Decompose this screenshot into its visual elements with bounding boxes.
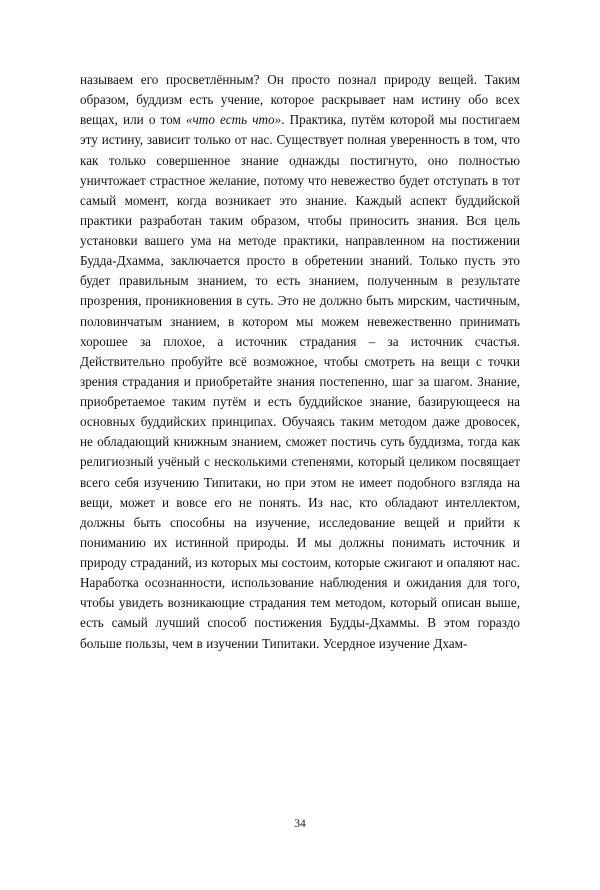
body-text [80, 70, 520, 654]
body-text-part-2: . Практика, путём которой мы постигаем эту истину, зависит только от нас. Существует полная уверенность в том, что как только совершенное знание однажды постигнуто, оно полностью уничтожает страстное желание, потому что невежество будет отступать в тот самый момент, когда возникает это знание. Каждый аспект буддийской практики разработан таким образом, чтобы приносить знания. Вся цель установки вашего ума на методе практики, направленном на постижении Будда-Дхамма, заключается просто в обретении знаний. Только пусть это будет правильным знанием, то есть знанием, полученным в результате прозрения, проникновения в суть. Это не должно быть мирским, частичным, половинчатым знанием, в котором мы можем невежественно принимать хорошее за плохое, а источник страдания – за источник счастья. Действительно пробуйте всё возможное, чтобы смотреть на вещи с точки зрения страдания и приобретайте знания постепенно, шаг за шагом. Знание, приобретаемое таким путём и есть буддийское знание, базирующееся на основных буддийских принципах. Обучаясь таким методом даже дровосек, не обладающий книжным знанием, сможет постичь суть буддизма, тогда как религиозный учёный с несколькими степенями, который целиком посвящает всего себя изучению Типитаки, но при этом не имеет подобного взгляда на вещи, может и вовсе его не понять. Из нас, кто обладают интеллектом, должны быть способны на изучение, исследование вещей и прийти к пониманию их истинной природы. И мы должны понимать источник и природу страданий, из которых мы состоим, которые сжигают и опаляют нас. Наработка осознанности, использование наблюдения и ожидания для того, чтобы увидеть возникающие страдания тем методом, который описан выше, есть самый лучший способ постижения Будды-Дхаммы. В этом гораздо больше пользы, чем в изучении Типитаки. Усердное изучение Дхам- [80, 112, 520, 651]
body-text-part-1: называем его просветлённым? Он просто познал природу вещей. Таким образом, буддизм есть учение, которое раскрывает нам истину обо всех вещах, или о том [80, 72, 520, 128]
body-paragraph [80, 70, 520, 654]
body-text-italic-phrase: «что есть что» [185, 112, 282, 128]
page-number: 34 [294, 818, 306, 830]
